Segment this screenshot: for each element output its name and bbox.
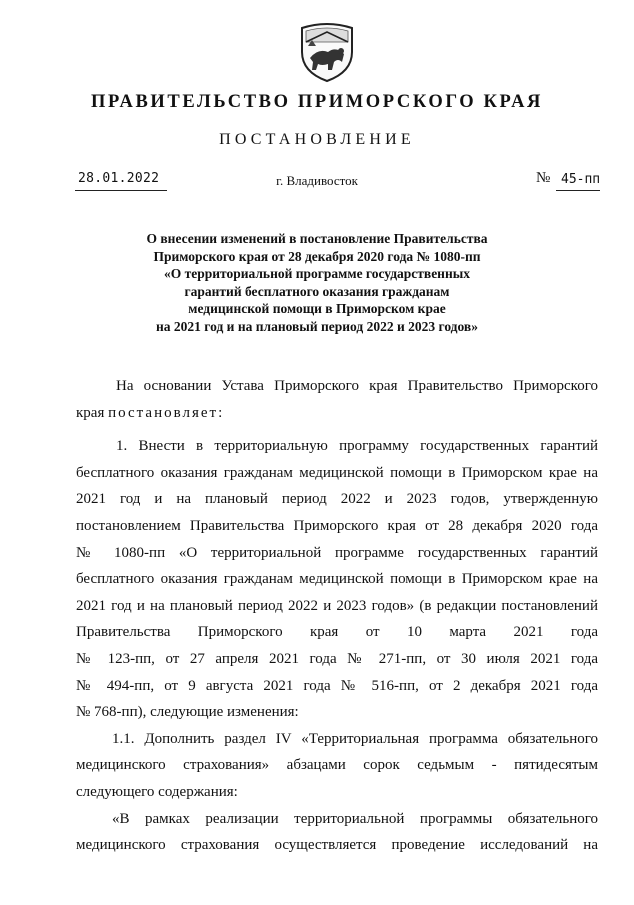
paragraph-line: № 123-пп, от 27 апреля 2021 года № 271-пп, от 30 июля 2021 года <box>76 650 598 667</box>
paragraph-line: № 494-пп, от 9 августа 2021 года № 516-пп, от 2 декабря 2021 года <box>76 677 598 694</box>
paragraph-line: Правительства Приморского края от 10 марта 2021 года <box>76 624 598 641</box>
paragraph-text: края <box>76 404 105 421</box>
paragraph-line: «В рамках реализации территориальной программы обязательного <box>112 810 598 827</box>
paragraph-line: бесплатного оказания гражданам медицинской помощи в Приморском крае на <box>76 571 598 588</box>
resolution-keyword: постановляет: <box>108 404 225 421</box>
paragraph-line: 1. Внести в территориальную программу государственных гарантий <box>116 438 598 455</box>
paragraph-line: постановлением Правительства Приморского края от 28 декабря 2020 года <box>76 517 598 534</box>
paragraph-line: следующего содержания: <box>76 783 238 800</box>
document-title <box>100 230 534 335</box>
paragraph-line: № 768-пп), следующие изменения: <box>76 704 299 721</box>
title-line: медицинской помощи в Приморском крае <box>188 301 446 316</box>
title-line: гарантий бесплатного оказания гражданам <box>184 283 450 299</box>
paragraph-line: 2021 год и на плановый период 2022 и 2023 годов, утвержденную <box>76 491 598 508</box>
paragraph-line: № 1080-пп «О территориальной программе государственных гарантий <box>76 544 598 561</box>
paragraph-line: медицинского страхования осуществляется проведение исследований на <box>76 837 598 854</box>
organization-name: ПРАВИТЕЛЬСТВО ПРИМОРСКОГО КРАЯ <box>90 92 543 112</box>
paragraph-line: 2021 год и на плановый период 2022 и 2023 годов» (в редакции постановлений <box>76 597 598 614</box>
paragraph-line <box>76 400 598 427</box>
number-underline <box>556 190 600 191</box>
date-underline <box>75 190 167 191</box>
paragraph-line: 1.1. Дополнить раздел IV «Территориальная программа обязательного <box>112 730 598 747</box>
document-body <box>76 373 598 859</box>
title-line: О внесении изменений в постановление Правительства <box>146 231 488 246</box>
paragraph-line: бесплатного оказания гражданам медицинской помощи в Приморском крае на <box>76 464 598 481</box>
title-line: Приморского края от 28 декабря 2020 года № 1080-пп <box>153 248 481 264</box>
title-line: на 2021 год и на плановый период 2022 и 2023 годов» <box>156 318 478 334</box>
paragraph-line: медицинского страхования» абзацами сорок седьмым - пятидесятым <box>76 757 598 774</box>
document-city: г. Владивосток <box>276 173 358 188</box>
coat-of-arms-icon <box>298 18 356 84</box>
document-number: 45-пп <box>561 172 601 187</box>
title-line: «О территориальной программе государственных <box>163 266 471 281</box>
number-sign: № <box>536 170 551 186</box>
paragraph-line: На основании Устава Приморского края Правительство Приморского <box>116 378 598 394</box>
document-type: ПОСТАНОВЛЕНИЕ <box>219 131 415 148</box>
document-date: 28.01.2022 <box>78 171 160 186</box>
